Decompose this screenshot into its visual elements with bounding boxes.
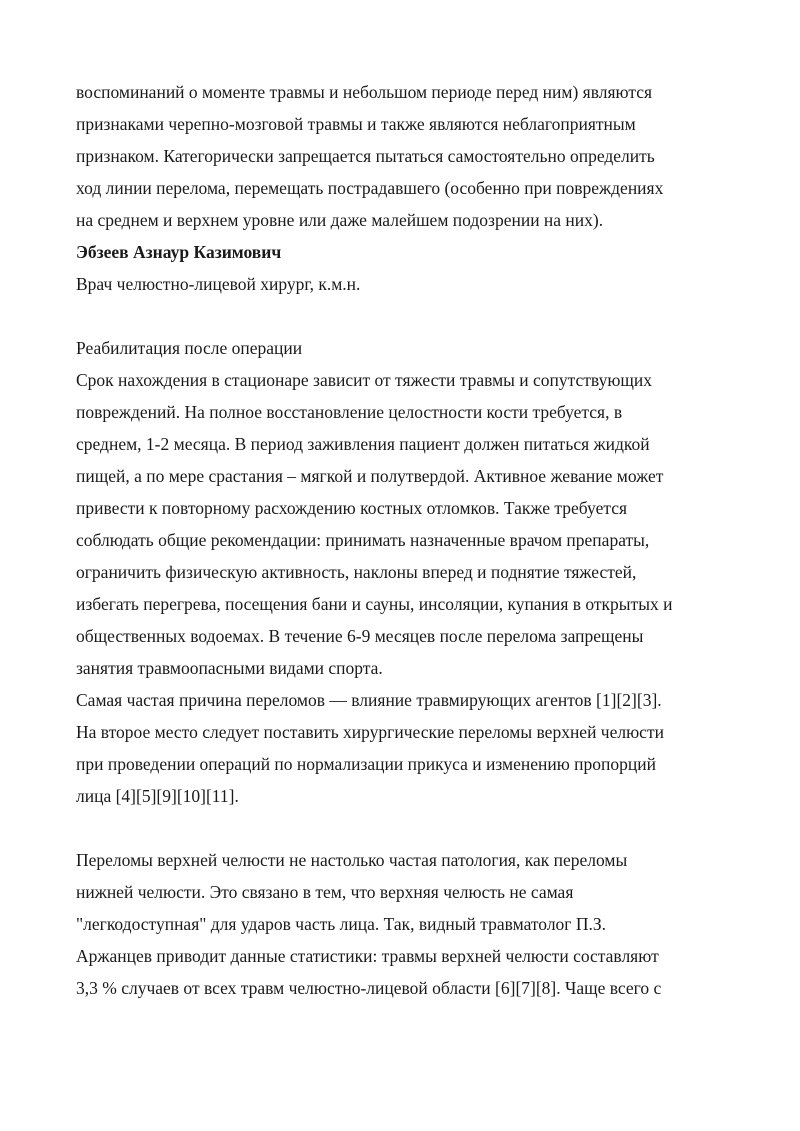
text-line: Переломы верхней челюсти не настолько частая патология, как переломы — [76, 850, 628, 870]
text-line: Аржанцев приводит данные статистики: травмы верхней челюсти составляют — [76, 946, 659, 966]
author-name: Эбзеев Азнаур Казимович — [76, 242, 282, 262]
text-line: пищей, а по мере срастания – мягкой и полутвердой. Активное жевание может — [76, 466, 664, 486]
document-body — [76, 76, 736, 1004]
text-line: избегать перегрева, посещения бани и сауны, инсоляции, купания в открытых и — [76, 594, 673, 614]
text-line: Срок нахождения в стационаре зависит от тяжести травмы и сопутствующих — [76, 370, 653, 390]
paragraph-statistics — [76, 844, 736, 1004]
text-line: ограничить физическую активность, наклоны вперед и поднятие тяжестей, — [76, 562, 637, 582]
paragraph-rehabilitation — [76, 364, 736, 684]
paragraph-causes — [76, 684, 736, 812]
paragraph-cranial-trauma — [76, 76, 736, 236]
text-line: при проведении операций по нормализации прикуса и изменению пропорций — [76, 754, 657, 774]
text-line: нижней челюсти. Это связано в тем, что верхняя челюсть не самая — [76, 882, 574, 902]
text-line: ход линии перелома, перемещать пострадавшего (особенно при повреждениях — [76, 178, 664, 198]
author-title: Врач челюстно-лицевой хирург, к.м.н. — [76, 274, 361, 294]
section-heading: Реабилитация после операции — [76, 338, 303, 358]
text-line: привести к повторному расхождению костных отломков. Также требуется — [76, 498, 628, 518]
text-line: "легкодоступная" для ударов часть лица. Так, видный травматолог П.З. — [76, 914, 607, 934]
blank-line — [76, 300, 736, 332]
text-line: признаком. Категорически запрещается пытаться самостоятельно определить — [76, 146, 655, 166]
text-line: повреждений. На полное восстановление целостности кости требуется, в — [76, 402, 623, 422]
text-line: общественных водоемах. В течение 6-9 месяцев после перелома запрещены — [76, 626, 644, 646]
text-line: 3,3 % случаев от всех травм челюстно-лицевой области [6][7][8]. Чаще всего с — [76, 978, 662, 998]
text-line: Самая частая причина переломов — влияние травмирующих агентов [1][2][3]. — [76, 690, 662, 710]
text-line: соблюдать общие рекомендации: принимать назначенные врачом препараты, — [76, 530, 650, 550]
text-line: на среднем и верхнем уровне или даже малейшем подозрении на них). — [76, 210, 604, 230]
text-line: лица [4][5][9][10][11]. — [76, 786, 239, 806]
text-line: среднем, 1-2 месяца. В период заживления пациент должен питаться жидкой — [76, 434, 650, 454]
text-line: воспоминаний о моменте травмы и небольшом периоде перед ним) являются — [76, 82, 653, 102]
text-line: занятия травмоопасными видами спорта. — [76, 658, 383, 678]
blank-line — [76, 812, 736, 844]
text-line: На второе место следует поставить хирургические переломы верхней челюсти — [76, 722, 664, 742]
text-line: признаками черепно-мозговой травмы и также являются неблагоприятным — [76, 114, 636, 134]
